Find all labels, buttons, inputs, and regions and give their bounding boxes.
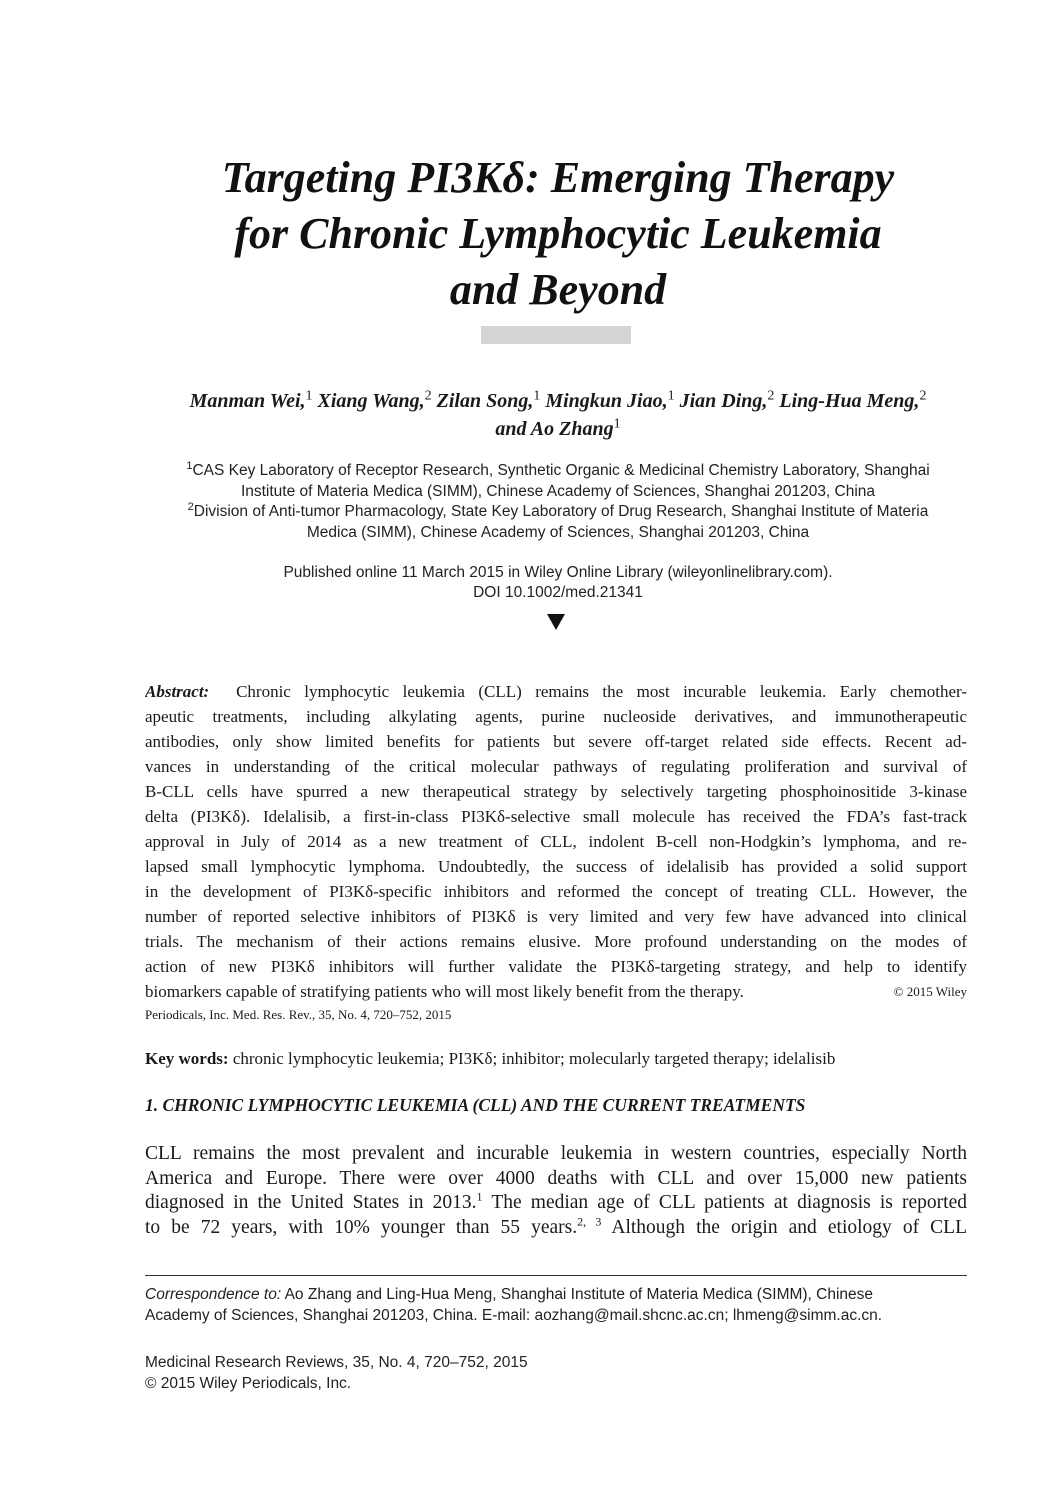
correspondence-text: Ao Zhang and Ling-Hua Meng, Shanghai Institute of Materia Medica (SIMM), Chinese: [281, 1286, 874, 1303]
abstract-line: antibodies, only show limited benefits for patients but severe off-target related side effects. Recent ad-: [145, 732, 967, 751]
section-heading: 1. CHRONIC LYMPHOCYTIC LEUKEMIA (CLL) AND THE CURRENT TREATMENTS: [145, 1095, 806, 1115]
body-text: to be 72 years, with 10% younger than 55 years.: [145, 1216, 578, 1238]
correspondence: [145, 1284, 967, 1326]
footnote-divider: [145, 1275, 967, 1276]
doi: DOI 10.1002/med.21341: [473, 584, 643, 601]
author-line-2: [145, 415, 971, 443]
author-name: Mingkun Jiao,: [545, 390, 668, 412]
abstract-line: approval in July of 2014 as a new treatment of CLL, indolent B-cell non-Hodgkin’s lymphoma, and re-: [145, 832, 967, 851]
abstract-text: Chronic lymphocytic leukemia (CLL) remains the most incurable leukemia. Early chemother-: [236, 682, 967, 701]
author-name: Ling-Hua Meng,: [779, 390, 920, 412]
author-affiliation-mark: 1: [305, 388, 313, 404]
published-online: Published online 11 March 2015 in Wiley Online Library (wileyonlinelibrary.com).: [283, 564, 833, 581]
abstract-line: [145, 679, 967, 704]
affiliation-text: Division of Anti-tumor Pharmacology, State Key Laboratory of Drug Research, Shanghai Institute of Materia: [193, 503, 929, 520]
abstract-label: Abstract:: [145, 682, 210, 701]
abstract: [145, 679, 967, 1026]
section-body: [145, 1142, 967, 1240]
abstract-text: biomarkers capable of stratifying patients who will most likely benefit from the therapy.: [145, 982, 744, 1001]
title-divider-bar: [481, 326, 631, 344]
body-line: [145, 1191, 967, 1216]
abstract-copyright: © 2015 Wiley: [893, 984, 967, 999]
journal-citation: Medicinal Research Reviews, 35, No. 4, 720–752, 2015: [145, 1354, 528, 1371]
abstract-line: vances in understanding of the critical molecular pathways of regulating proliferation and survival of: [145, 757, 967, 776]
abstract-citation: Periodicals, Inc. Med. Res. Rev., 35, No. 4, 720–752, 2015: [145, 1007, 452, 1022]
body-line: CLL remains the most prevalent and incurable leukemia in western countries, especially North: [145, 1143, 967, 1164]
correspondence-line: Academy of Sciences, Shanghai 201203, China. E-mail: aozhang@mail.shcnc.ac.cn; lhmeng@simm.ac.cn.: [145, 1307, 883, 1324]
affiliation-2: [145, 502, 971, 523]
body-text: Although the origin and etiology of CLL: [601, 1216, 967, 1238]
triangle-down-icon: [547, 614, 565, 630]
author-name: and Ao Zhang: [495, 418, 614, 440]
keywords: [145, 1047, 967, 1071]
affiliation-text: CAS Key Laboratory of Receptor Research, Synthetic Organic & Medicinal Chemistry Laboratory, Shanghai: [192, 462, 930, 479]
author-affiliation-mark: 1: [613, 416, 621, 432]
article-title: [150, 150, 966, 318]
affiliation-number: 2: [187, 500, 194, 513]
author-list: [145, 387, 971, 443]
reference-marker: 2, 3: [577, 1215, 602, 1228]
author-affiliation-mark: 2: [919, 388, 927, 404]
affiliation-2-cont: Medica (SIMM), Chinese Academy of Sciences, Shanghai 201203, China: [306, 523, 810, 541]
affiliation-number: 1: [186, 459, 193, 472]
affiliation-1-cont: Institute of Materia Medica (SIMM), Chinese Academy of Sciences, Shanghai 201203, China: [240, 482, 876, 500]
body-line: [145, 1216, 967, 1241]
abstract-line: in the development of PI3Kδ-specific inhibitors and reformed the concept of treating CLL. However, the: [145, 882, 967, 901]
abstract-line: number of reported selective inhibitors of PI3Kδ is very limited and very few have advanced into clinical: [145, 907, 967, 926]
keywords-label: Key words:: [145, 1049, 229, 1068]
keywords-text: chronic lymphocytic leukemia; PI3Kδ; inhibitor; molecularly targeted therapy; idelalisib: [232, 1049, 836, 1068]
reference-marker: 1: [476, 1191, 483, 1204]
abstract-line: delta (PI3Kδ). Idelalisib, a first-in-class PI3Kδ-selective small molecule has received the FDA’s fast-track: [145, 807, 967, 826]
journal-copyright: © 2015 Wiley Periodicals, Inc.: [145, 1375, 352, 1392]
body-text: diagnosed in the United States in 2013.: [145, 1192, 477, 1213]
author-name: Manman Wei,: [189, 390, 306, 412]
author-affiliation-mark: 2: [424, 388, 432, 404]
title-line-1: Targeting PI3Kδ: Emerging Therapy: [221, 153, 895, 202]
journal-footer: [145, 1352, 967, 1394]
correspondence-label: Correspondence to:: [145, 1286, 282, 1303]
abstract-line: [145, 979, 967, 1004]
abstract-line: B-CLL cells have spurred a new therapeutical strategy by selectively targeting phosphoinositide 3-kinase: [145, 782, 967, 801]
author-affiliation-mark: 2: [767, 388, 775, 404]
abstract-line: apeutic treatments, including alkylating agents, purine nucleoside derivatives, and immunotherapeutic: [145, 707, 967, 726]
body-text: The median age of CLL patients at diagnosis is reported: [482, 1192, 967, 1213]
title-line-3: and Beyond: [449, 265, 667, 314]
abstract-line: lapsed small lymphocytic lymphoma. Undoubtedly, the success of idelalisib has provided a solid support: [145, 857, 967, 876]
abstract-line: action of new PI3Kδ inhibitors will further validate the PI3Kδ-targeting strategy, and help to identify: [145, 957, 967, 976]
author-affiliation-mark: 1: [667, 388, 675, 404]
affiliations: [145, 461, 971, 543]
correspondence-line: [145, 1284, 967, 1305]
body-line: America and Europe. There were over 4000 deaths with CLL and over 15,000 new patients: [145, 1167, 967, 1189]
title-line-2: for Chronic Lymphocytic Leukemia: [234, 209, 882, 258]
author-affiliation-mark: 1: [533, 388, 541, 404]
author-line-1: [145, 387, 971, 415]
abstract-line: trials. The mechanism of their actions remains elusive. More profound understanding on the modes of: [145, 932, 967, 951]
author-name: Jian Ding,: [679, 390, 768, 412]
author-name: Zilan Song,: [436, 390, 534, 412]
publication-info: [145, 563, 971, 603]
affiliation-1: [145, 461, 971, 482]
author-name: Xiang Wang,: [317, 390, 425, 412]
